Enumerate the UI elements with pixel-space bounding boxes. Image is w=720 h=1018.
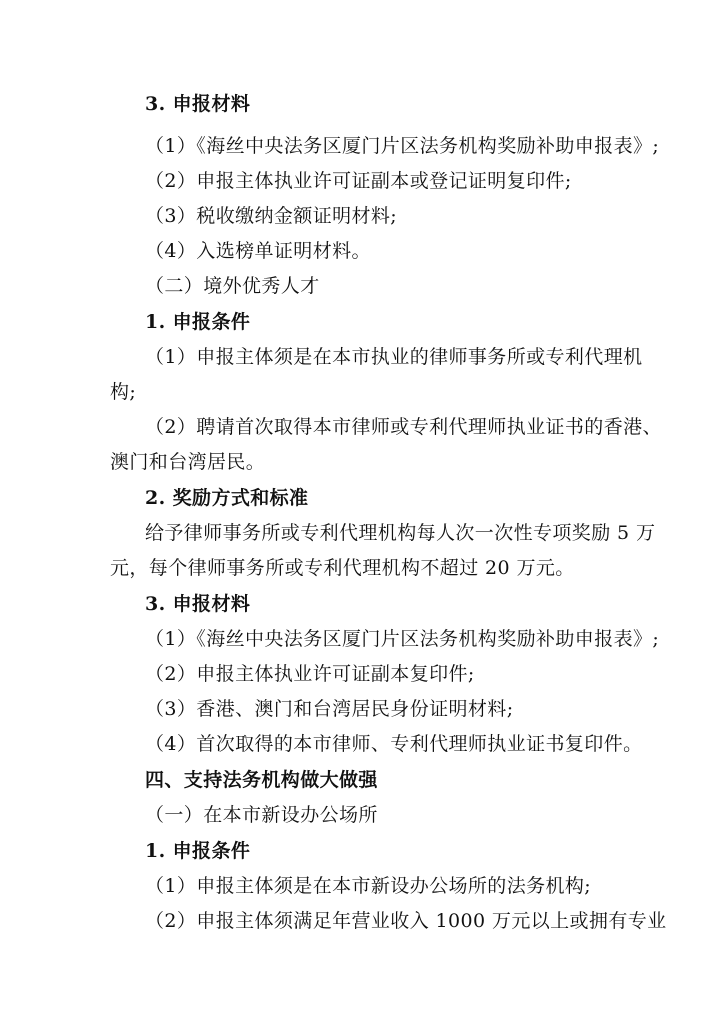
paragraph-line: 元，每个律师事务所或专利代理机构不超过 20 万元。 <box>110 557 575 579</box>
list-item: （3）税收缴纳金额证明材料; <box>145 205 398 227</box>
paragraph-line: （2）聘请首次取得本市律师或专利代理师执业证书的香港、 <box>145 416 662 438</box>
list-item: （2）申报主体须满足年营业收入 1000 万元以上或拥有专业 <box>145 910 667 932</box>
subsection-heading-new-office: （一）在本市新设办公场所 <box>145 804 378 826</box>
list-item: （1）《海丝中央法务区厦门片区法务机构奖励补助申报表》; <box>145 628 660 650</box>
list-item: （4）首次取得的本市律师、专利代理师执业证书复印件。 <box>145 733 643 755</box>
paragraph-line: 构; <box>110 381 137 403</box>
list-item: （4）入选榜单证明材料。 <box>145 240 371 262</box>
paragraph-line: （1）申报主体须是在本市执业的律师事务所或专利代理机 <box>145 346 643 368</box>
heading-application-materials: 3. 申报材料 <box>145 593 251 615</box>
heading-reward-standard: 2. 奖励方式和标准 <box>145 487 309 509</box>
heading-application-conditions: 1. 申报条件 <box>145 311 251 333</box>
heading-application-materials: 3. 申报材料 <box>145 93 251 115</box>
paragraph-line: 给予律师事务所或专利代理机构每人次一次性专项奖励 5 万 <box>145 522 656 544</box>
paragraph-line: 澳门和台湾居民。 <box>110 451 266 473</box>
list-item: （2）申报主体执业许可证副本或登记证明复印件; <box>145 170 572 192</box>
section-heading-overseas-talent: （二）境外优秀人才 <box>145 275 320 297</box>
list-item: （2）申报主体执业许可证副本复印件; <box>145 663 475 685</box>
list-item: （3）香港、澳门和台湾居民身份证明材料; <box>145 698 514 720</box>
heading-application-conditions: 1. 申报条件 <box>145 840 251 862</box>
list-item: （1）申报主体须是在本市新设办公场所的法务机构; <box>145 875 592 897</box>
section-heading-support-firms: 四、支持法务机构做大做强 <box>145 769 378 791</box>
list-item: （1）《海丝中央法务区厦门片区法务机构奖励补助申报表》; <box>145 135 660 157</box>
